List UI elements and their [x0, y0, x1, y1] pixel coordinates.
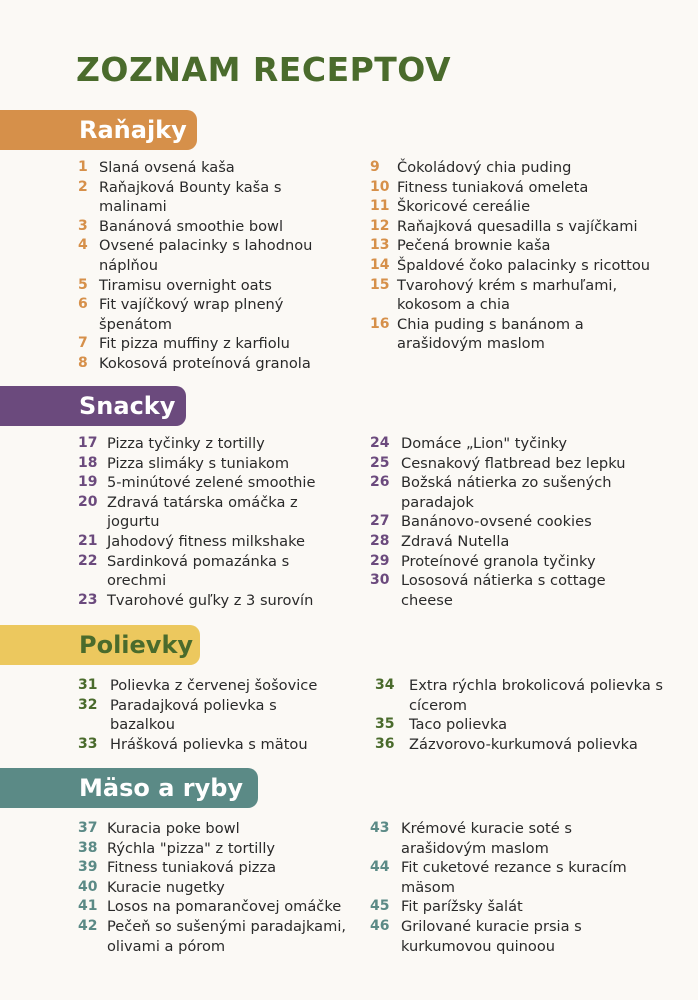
recipe-item[interactable]: 16 Chia puding s banánom a arašidovým maslom [370, 315, 584, 353]
recipe-item[interactable]: 26 Božská nátierka zo sušených paradajok [370, 474, 612, 511]
recipe-item[interactable]: 33 Hrášková polievka s mätou [78, 735, 308, 753]
recipe-list-left [78, 676, 343, 754]
recipe-item[interactable]: 7 Fit pizza muffiny z karfiolu [78, 335, 290, 353]
recipe-item[interactable]: 21 Jahodový fitness milkshake [78, 532, 305, 550]
recipe-item[interactable]: 43 Krémové kuracie soté s arašidovým maslom [370, 820, 572, 857]
recipe-item[interactable]: 15 Tvarohový krém s marhuľami, kokosom a chia [370, 276, 618, 314]
recipe-list-right [370, 434, 660, 610]
recipe-item[interactable]: 24 Domáce „Lion" tyčinky [370, 435, 567, 452]
section-title: Mäso a ryby [0, 768, 258, 808]
recipe-item[interactable]: 28 Zdravá Nutella [370, 532, 510, 550]
recipe-item[interactable]: 42 Pečeň so sušenými paradajkami, olivami a pórom [78, 917, 347, 955]
section-title: Polievky [0, 625, 200, 665]
recipe-item[interactable]: 6 Fit vajíčkový wrap plnený špenátom [78, 296, 284, 333]
recipe-item[interactable]: 31 Polievka z červenej šošovice [78, 677, 318, 694]
section-title: Raňajky [0, 110, 197, 150]
recipe-item[interactable]: 29 Proteínové granola tyčinky [370, 552, 596, 570]
recipe-list-right [370, 158, 660, 354]
recipe-item[interactable]: 44 Fit cuketové rezance s kuracím mäsom [370, 859, 627, 896]
recipe-item[interactable]: 23 Tvarohové guľky z 3 surovín [78, 591, 314, 609]
recipe-item[interactable]: 27 Banánovo-ovsené cookies [370, 513, 592, 531]
recipe-item[interactable]: 41 Losos na pomarančovej omáčke [78, 898, 342, 916]
recipe-item[interactable]: 8 Kokosová proteínová granola [78, 354, 311, 372]
recipe-item[interactable]: 38 Rýchla "pizza" z tortilly [78, 839, 276, 857]
recipe-item[interactable]: 40 Kuracie nugetky [78, 878, 225, 896]
recipe-item[interactable]: 14 Špaldové čoko palacinky s ricottou [370, 256, 651, 274]
recipe-item[interactable]: 34 Extra rýchla brokolicová polievka s cícerom [375, 677, 664, 714]
recipe-item[interactable]: 13 Pečená brownie kaša [370, 237, 551, 255]
recipe-list-right [375, 676, 665, 754]
recipe-list-left [78, 158, 328, 374]
page-title: ZOZNAM RECEPTOV [76, 50, 452, 89]
recipe-item[interactable]: 45 Fit parížsky šalát [370, 898, 523, 916]
recipe-item[interactable]: 22 Sardinková pomazánka s orechmi [78, 552, 290, 590]
recipe-item[interactable]: 11 Škoricové cereálie [370, 198, 531, 216]
recipe-item[interactable]: 18 Pizza slimáky s tuniakom [78, 454, 290, 472]
recipe-item[interactable]: 36 Zázvorovo-kurkumová polievka [375, 735, 638, 753]
recipe-item[interactable]: 10 Fitness tuniaková omeleta [370, 178, 589, 196]
recipe-item[interactable]: 9 Čokoládový chia puding [370, 159, 572, 176]
recipe-item[interactable]: 19 5-minútové zelené smoothie [78, 474, 316, 492]
recipe-list-left [78, 819, 358, 956]
recipe-item[interactable]: 46 Grilované kuracie prsia s kurkumovou quinoou [370, 917, 582, 955]
recipe-list-left [78, 434, 343, 610]
recipe-item[interactable]: 12 Raňajková quesadilla s vajíčkami [370, 217, 638, 235]
recipe-item[interactable]: 25 Cesnakový flatbread bez lepku [370, 454, 626, 472]
recipe-item[interactable]: 2 Raňajková Bounty kaša s malinami [78, 178, 282, 216]
section-title: Snacky [0, 386, 186, 426]
recipe-item[interactable]: 20 Zdravá tatárska omáčka z jogurtu [78, 493, 298, 531]
recipe-item[interactable]: 35 Taco polievka [375, 716, 508, 734]
recipe-item[interactable]: 30 Lososová nátierka s cottage cheese [370, 572, 606, 609]
recipe-item[interactable]: 5 Tiramisu overnight oats [78, 276, 272, 294]
recipe-item[interactable]: 37 Kuracia poke bowl [78, 820, 240, 837]
recipe-item[interactable]: 39 Fitness tuniaková pizza [78, 859, 277, 877]
recipe-list-right [370, 819, 640, 956]
recipe-item[interactable]: 3 Banánová smoothie bowl [78, 217, 284, 235]
recipe-item[interactable]: 4 Ovsené palacinky s lahodnou náplňou [78, 237, 313, 274]
recipe-item[interactable]: 1 Slaná ovsená kaša [78, 159, 235, 176]
recipe-item[interactable]: 32 Paradajková polievka s bazalkou [78, 696, 277, 734]
recipe-item[interactable]: 17 Pizza tyčinky z tortilly [78, 435, 265, 452]
